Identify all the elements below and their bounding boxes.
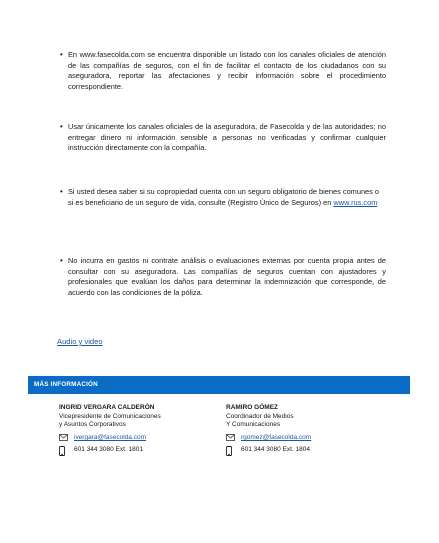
contact-role: Vicepresidente de Comunicaciones (59, 412, 161, 420)
contact-name: RAMIRO GÓMEZ (226, 404, 278, 411)
envelope-icon (59, 434, 68, 442)
contact-email-link[interactable]: ivergara@fasecolda.com (74, 434, 146, 441)
bullet-text: Usar únicamente los canales oficiales de la aseguradora, de Fasecolda y de las autoridades; no entregar dinero ni información sensible a personas no verificadas y confirmar cualquier instrucción directamente con la compañía. (68, 122, 386, 153)
bullet-item (60, 256, 386, 298)
audio-video-link[interactable]: Audio y video (57, 337, 103, 346)
rus-link[interactable]: www.rus.com (333, 197, 378, 207)
phone-icon (59, 446, 68, 454)
phone-row (59, 446, 143, 455)
bullet-item (60, 187, 386, 208)
bullet-text: Si usted desea saber si su copropiedad cuenta con un seguro obligatorio de bienes comunes o si es beneficiario de un seguro de vida, consulte (Registro Único de Seguros) en (68, 187, 380, 207)
contact-email-link[interactable]: rgomez@fasecolda.com (241, 434, 312, 441)
bullet-text: En www.fasecolda.com se encuentra disponible un listado con los canales oficiales de atención de las compañías de seguros, con el fin de facilitar el contacto de los ciudadanos con su aseguradora, reportar las afectaciones y recibir información sobre el procedimiento correspondiente. (68, 50, 386, 91)
contact-name: INGRID VERGARA CALDERÓN (59, 404, 155, 411)
bullet-item (60, 50, 386, 92)
contact-phone: 601 344 3080 Ext. 1804 (241, 446, 311, 453)
contact-phone: 601 344 3080 Ext. 1801 (74, 446, 144, 453)
contact-role: y Asuntos Corporativos (59, 421, 126, 429)
bullet-text: No incurra en gastos ni contrate análisis o evaluaciones externas por cuenta propia antes de consultar con su aseguradora. Las compañías de seguros cuentan con ajustadores y profesionales que evalúan los daños para determinar la indemnización que corresponde, de acuerdo con las condiciones de la póliza. (68, 256, 386, 297)
more-info-title: MÁS INFORMACIÓN (34, 381, 98, 388)
contact-card (226, 404, 376, 453)
bullet-dot: • (60, 187, 63, 196)
bullet-dot: • (60, 122, 63, 131)
envelope-icon (226, 434, 235, 442)
more-info-bar (28, 376, 410, 394)
bullet-dot: • (60, 50, 63, 59)
contact-card (59, 404, 209, 453)
bullet-item (60, 122, 386, 154)
contact-role: Coordinador de Medios (226, 412, 294, 420)
email-row (226, 434, 311, 443)
phone-row (226, 446, 310, 455)
email-row (59, 434, 146, 443)
phone-icon (226, 446, 235, 454)
bullet-text-container (68, 187, 386, 208)
contact-role: Y Comunicaciones (226, 421, 281, 429)
bullet-dot: • (60, 256, 63, 265)
